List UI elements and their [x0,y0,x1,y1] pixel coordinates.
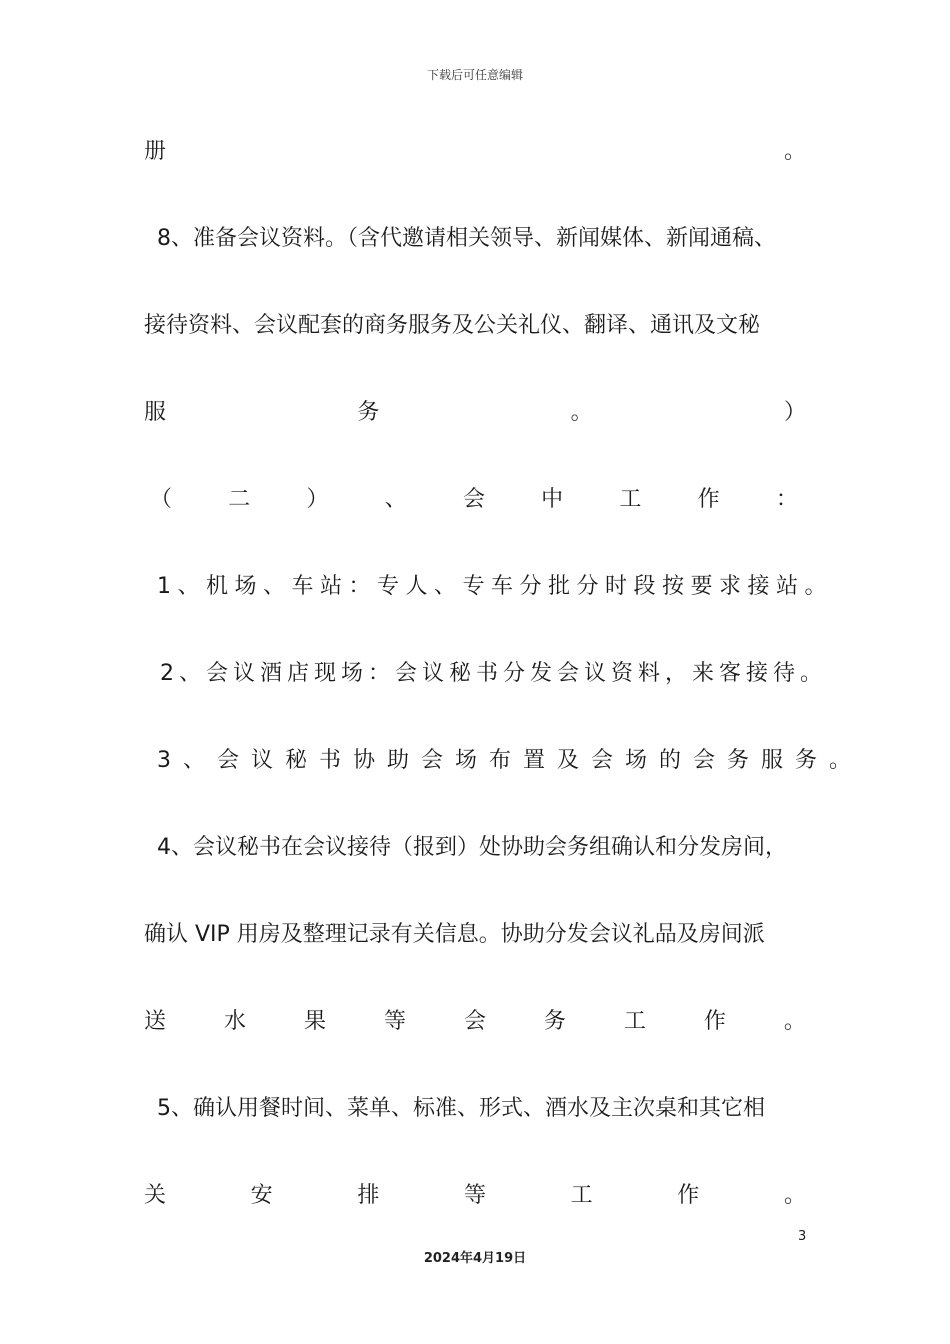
text-line-7: 2、会议酒店现场：会议秘书分发会议资料，来客接待。 [160,661,827,686]
text-line-10: 确认 VIP 用房及整理记录有关信息。协助分发会议礼品及房间派 [144,922,765,947]
char: 务 [357,400,380,425]
char: 工 [570,1183,593,1208]
char: ） [783,400,806,425]
char: 排 [357,1183,380,1208]
char: 、 [384,487,407,512]
page-number: 3 [798,1229,807,1244]
footer-date: 2024年4月19日 [423,1251,527,1266]
char: 册 [144,139,167,164]
char: 送 [144,1009,167,1034]
text-line-8: 3、会议秘书协助会场布置及会场的会务服务。 [157,748,863,773]
char: 作 [697,487,720,512]
char: ） [306,487,329,512]
text-line-2: 8、准备会议资料。（含代邀请相关领导、新闻媒体、新闻通稿、 [157,226,776,251]
char: 务 [543,1009,566,1034]
char: 关 [144,1183,167,1208]
char: 等 [383,1009,406,1034]
text-line-13 [144,1181,806,1211]
char: 作 [703,1009,726,1034]
char: 安 [250,1183,273,1208]
text-line-4 [144,398,806,428]
section-heading [150,485,798,515]
char: 作 [677,1183,700,1208]
char: 。 [783,1009,806,1034]
char: 果 [303,1009,326,1034]
char: 服 [144,400,167,425]
char: 等 [463,1183,486,1208]
char: 二 [228,487,251,512]
text-line-11 [144,1007,806,1037]
char: ： [775,487,798,512]
char: 工 [623,1009,646,1034]
char: 工 [619,487,642,512]
char: 会 [463,1009,486,1034]
text-line-9: 4、会议秘书在会议接待（报到）处协助会务组确认和分发房间， [157,835,787,860]
text-line-1 [144,137,806,167]
text-line-6: 1、机场、车站：专人、专车分批分时段按要求接站。 [157,574,833,599]
char: 。 [783,1183,806,1208]
text-line-12: 5、确认用餐时间、菜单、标准、形式、酒水及主次桌和其它相 [157,1096,765,1121]
page-header: 下载后可任意编辑 [426,68,523,82]
char: （ [150,487,173,512]
char: 中 [541,487,564,512]
char: 会 [462,487,485,512]
char: 水 [223,1009,246,1034]
char: 。 [570,400,593,425]
text-line-3: 接待资料、会议配套的商务服务及公关礼仪、翻译、通讯及文秘 [144,313,761,338]
char: 。 [783,139,806,164]
